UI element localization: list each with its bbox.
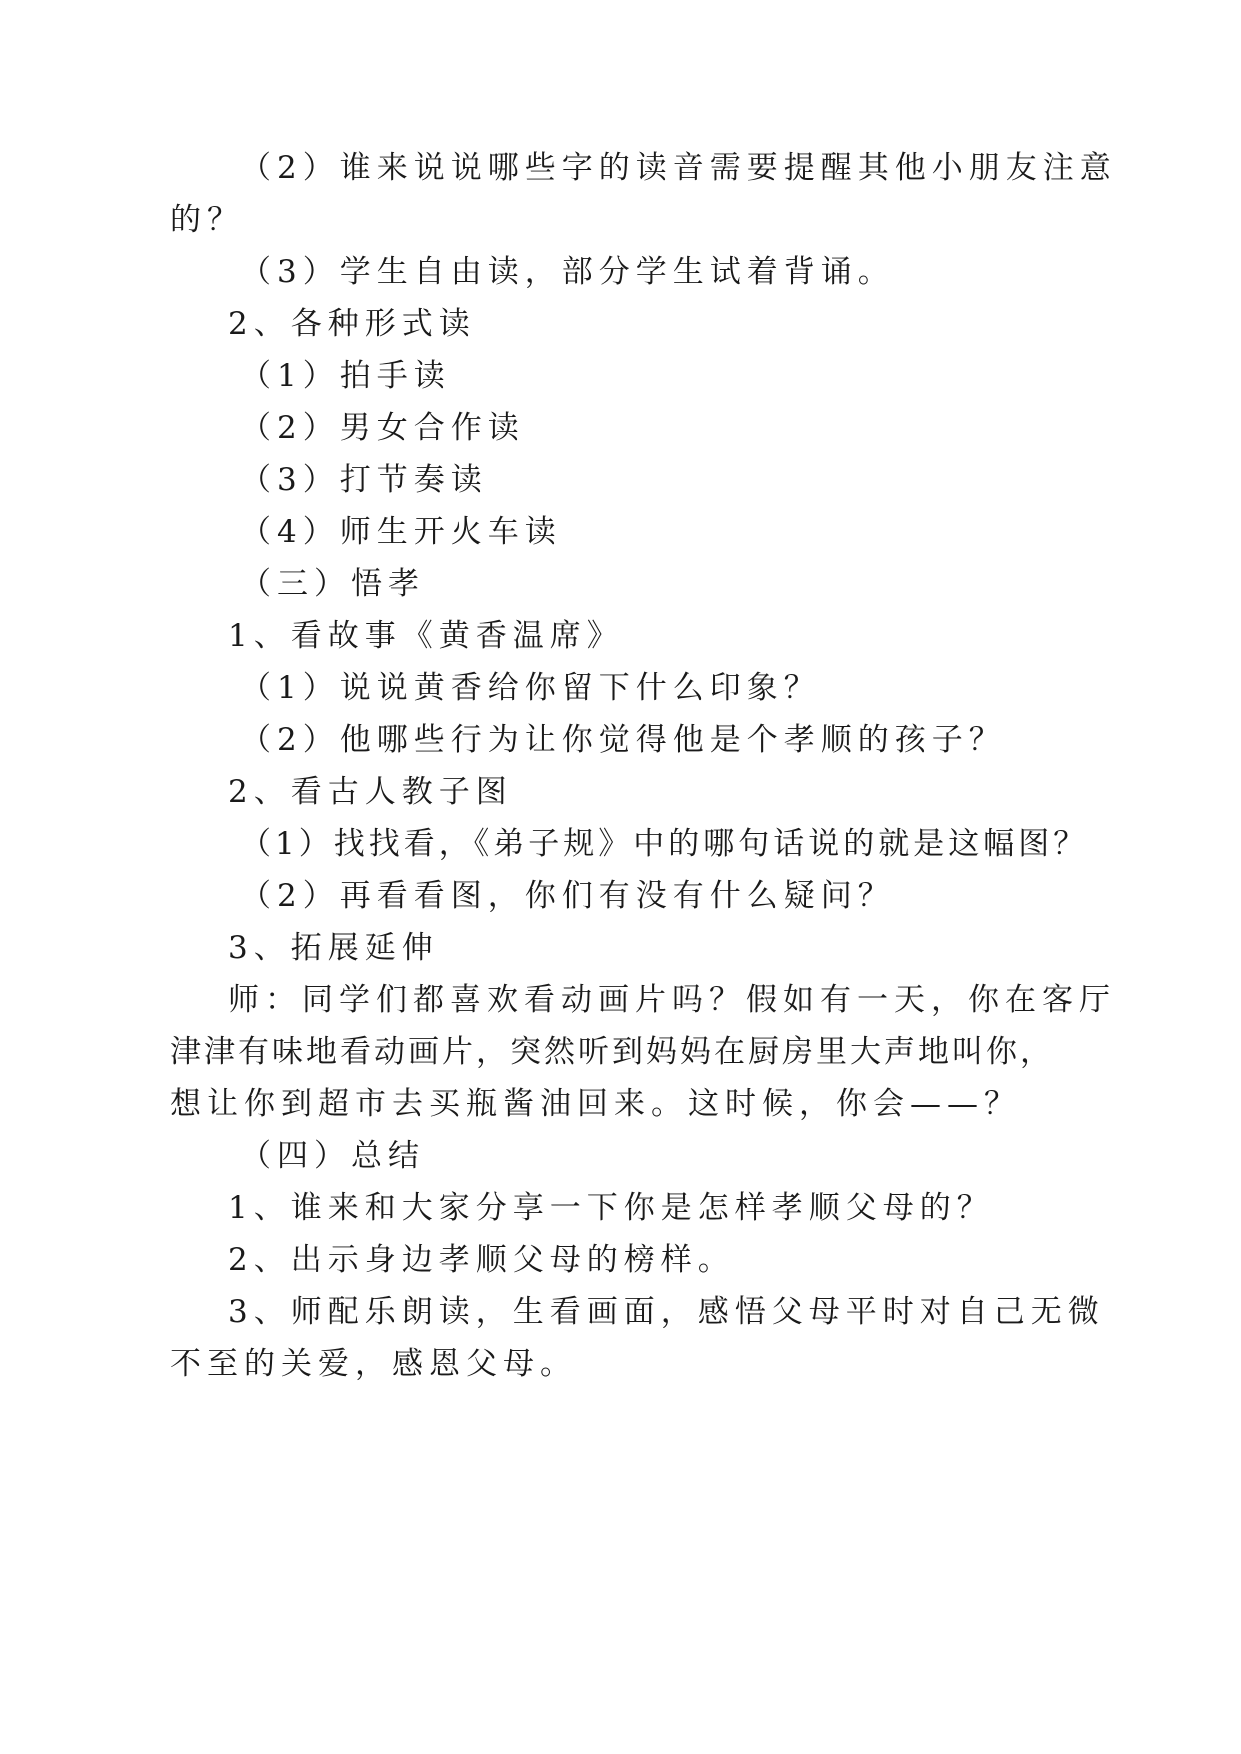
- text-line: 3、师配乐朗读，生看画面，感悟父母平时对自己无微: [228, 1294, 1105, 1330]
- text-line: （3）学生自由读，部分学生试着背诵。: [240, 254, 895, 290]
- text-line: 不至的关爱，感恩父母。: [170, 1346, 577, 1382]
- text-line: 1、看故事《黄香温席》: [228, 618, 624, 654]
- text-line: （1）找找看，《弟子规》中的哪句话说的就是这幅图？: [240, 826, 1089, 862]
- text-line: 师：同学们都喜欢看动画片吗？假如有一天，你在客厅: [228, 982, 1116, 1018]
- text-line: 2、各种形式读: [228, 306, 476, 342]
- text-line: （4）师生开火车读: [240, 514, 562, 550]
- text-line: （2）他哪些行为让你觉得他是个孝顺的孩子？: [240, 722, 1006, 758]
- text-line: 想让你到超市去买瓶酱油回来。这时候，你会——？: [170, 1086, 1021, 1122]
- text-line: （2）谁来说说哪些字的读音需要提醒其他小朋友注意: [240, 150, 1117, 186]
- text-line: （2）男女合作读: [240, 410, 525, 446]
- text-line: 2、看古人教子图: [228, 774, 513, 810]
- text-line: （3）打节奏读: [240, 462, 488, 498]
- text-line: 的？: [170, 202, 244, 238]
- text-line: （1）拍手读: [240, 358, 451, 394]
- text-line: 1、谁来和大家分享一下你是怎样孝顺父母的？: [228, 1190, 994, 1226]
- text-line: （1）说说黄香给你留下什么印象？: [240, 670, 821, 706]
- text-line: 2、出示身边孝顺父母的榜样。: [228, 1242, 735, 1278]
- text-line: （2）再看看图，你们有没有什么疑问？: [240, 878, 895, 914]
- text-line: （四）总结: [240, 1138, 425, 1174]
- text-line: 3、拓展延伸: [228, 930, 439, 966]
- text-line: （三）悟孝: [240, 566, 425, 602]
- text-line: 津津有味地看动画片，突然听到妈妈在厨房里大声地叫你，: [170, 1034, 1054, 1070]
